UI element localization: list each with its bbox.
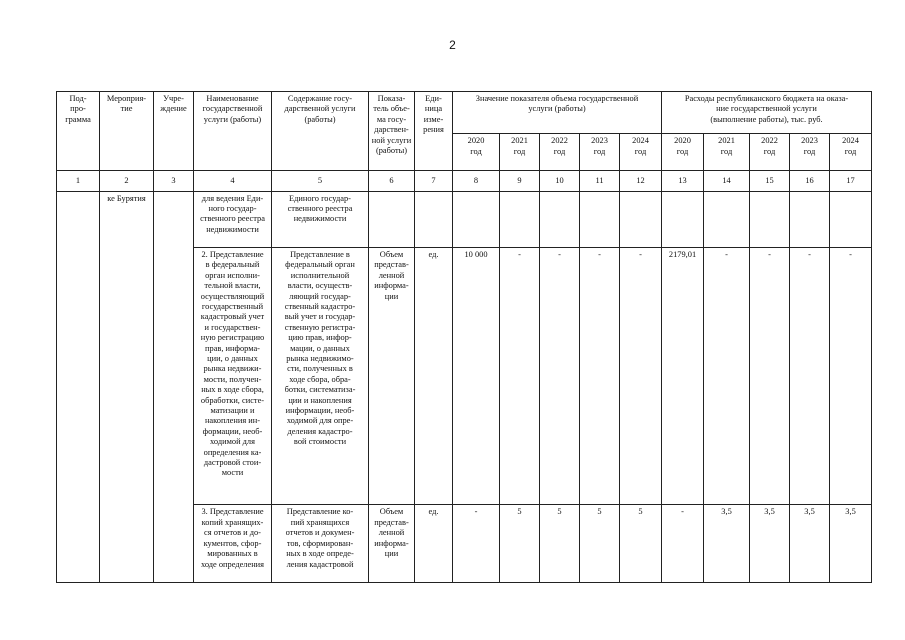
expense-cell: 2179,01: [662, 247, 704, 505]
volume-cell: 10 000: [453, 247, 500, 505]
column-number: 13: [662, 171, 704, 191]
column-number: 15: [750, 171, 790, 191]
indicator-cell: [369, 191, 415, 247]
header-year: 2020 год: [453, 134, 500, 171]
expense-cell: [750, 191, 790, 247]
expense-cell: 3,5: [830, 505, 872, 583]
volume-cell: 5: [500, 505, 540, 583]
column-number: 2: [100, 171, 154, 191]
column-number: 1: [57, 171, 100, 191]
header-year: 2020 год: [662, 134, 704, 171]
column-number: 5: [272, 171, 369, 191]
expense-cell: [830, 191, 872, 247]
expense-cell: 3,5: [704, 505, 750, 583]
header-year: 2022 год: [540, 134, 580, 171]
volume-cell: [580, 191, 620, 247]
column-number: 16: [790, 171, 830, 191]
column-number: 3: [154, 171, 194, 191]
header-year: 2024 год: [830, 134, 872, 171]
column-number: 6: [369, 171, 415, 191]
volume-cell: 5: [540, 505, 580, 583]
column-number: 9: [500, 171, 540, 191]
service-content-cell: Представление в федеральный орган исполнительной власти, осуществ- ляющий государ- ственный кадастро- вый учет и государ- ственную регистра- цию прав, инфор- мации, о данных рынка недвижимо- сти, полученных в ходе сбора, обра- ботки, систематиза- ции и накопления информации, необ- ходимой для опре- деления кадастро- вой стоимости: [272, 247, 369, 505]
column-number: 11: [580, 171, 620, 191]
header-expenses-group: Расходы республиканского бюджета на оказа- ние государственной услуги (выполнение работы), тыс. руб.: [662, 92, 872, 134]
column-number: 8: [453, 171, 500, 191]
volume-cell: [500, 191, 540, 247]
header-unit: Еди- ница изме- рения: [415, 92, 453, 171]
header-service-content: Содержание госу- дарственной услуги (работы): [272, 92, 369, 171]
institution-cell: [154, 191, 194, 582]
header-subprogram: Под- про- грамма: [57, 92, 100, 171]
header-year: 2022 год: [750, 134, 790, 171]
column-number: 17: [830, 171, 872, 191]
event-cell: ке Бурятия: [100, 191, 154, 582]
page-number: 2: [449, 38, 456, 52]
volume-cell: -: [540, 247, 580, 505]
expense-cell: -: [704, 247, 750, 505]
column-number: 12: [620, 171, 662, 191]
header-institution: Учре- ждение: [154, 92, 194, 171]
column-number-row: [57, 171, 872, 191]
indicator-cell: Объем представ- ленной информа- ции: [369, 505, 415, 583]
expense-cell: [662, 191, 704, 247]
header-year: 2021 год: [500, 134, 540, 171]
unit-cell: [415, 191, 453, 247]
expense-cell: -: [790, 247, 830, 505]
header-volume-group: Значение показателя объема государственной услуги (работы): [453, 92, 662, 134]
table-row: [57, 191, 872, 247]
volume-cell: -: [580, 247, 620, 505]
header-event: Мероприя- тие: [100, 92, 154, 171]
volume-cell: 5: [620, 505, 662, 583]
unit-cell: ед.: [415, 505, 453, 583]
service-name-cell: для ведения Еди- ного государ- ственного реестра недвижимости: [194, 191, 272, 247]
column-number: 14: [704, 171, 750, 191]
expense-cell: 3,5: [790, 505, 830, 583]
service-content-cell: Представление ко- пий хранящихся отчетов и докумен- тов, сформирован- ных в ходе опреде- ления кадастровой: [272, 505, 369, 583]
expense-cell: -: [662, 505, 704, 583]
service-content-cell: Единого государ- ственного реестра недвижимости: [272, 191, 369, 247]
expense-cell: 3,5: [750, 505, 790, 583]
volume-cell: [540, 191, 580, 247]
expense-cell: -: [830, 247, 872, 505]
volume-cell: -: [453, 505, 500, 583]
column-number: 10: [540, 171, 580, 191]
expense-cell: [790, 191, 830, 247]
header-year: 2021 год: [704, 134, 750, 171]
volume-cell: [453, 191, 500, 247]
expense-cell: -: [750, 247, 790, 505]
service-name-cell: 2. Представление в федеральный орган исполни- тельной власти, осуществляющий государственный кадастровый учет и государствен- ную регистрацию прав, информа- ции, о данных рынка недвижи- мости, получен- ных в ходе сбора, обработки, систе- матизации и накопления ин- формации, необ- ходимой для определения ка- дастровой стои- мости: [194, 247, 272, 505]
header-service-name: Наименование государственной услуги (работы): [194, 92, 272, 171]
header-indicator: Показа- тель объе- ма госу- дарствен- ной услуги (работы): [369, 92, 415, 171]
volume-cell: [620, 191, 662, 247]
services-table: [56, 91, 872, 583]
volume-cell: -: [500, 247, 540, 505]
column-number: 7: [415, 171, 453, 191]
expense-cell: [704, 191, 750, 247]
column-number: 4: [194, 171, 272, 191]
header-year: 2023 год: [790, 134, 830, 171]
volume-cell: -: [620, 247, 662, 505]
volume-cell: 5: [580, 505, 620, 583]
indicator-cell: Объем представ- ленной информа- ции: [369, 247, 415, 505]
header-year: 2024 год: [620, 134, 662, 171]
unit-cell: ед.: [415, 247, 453, 505]
header-year: 2023 год: [580, 134, 620, 171]
header-row-1: [57, 92, 872, 134]
subprogram-cell: [57, 191, 100, 582]
service-name-cell: 3. Представление копий хранящих- ся отчетов и до- кументов, сфор- мированных в ходе определения: [194, 505, 272, 583]
